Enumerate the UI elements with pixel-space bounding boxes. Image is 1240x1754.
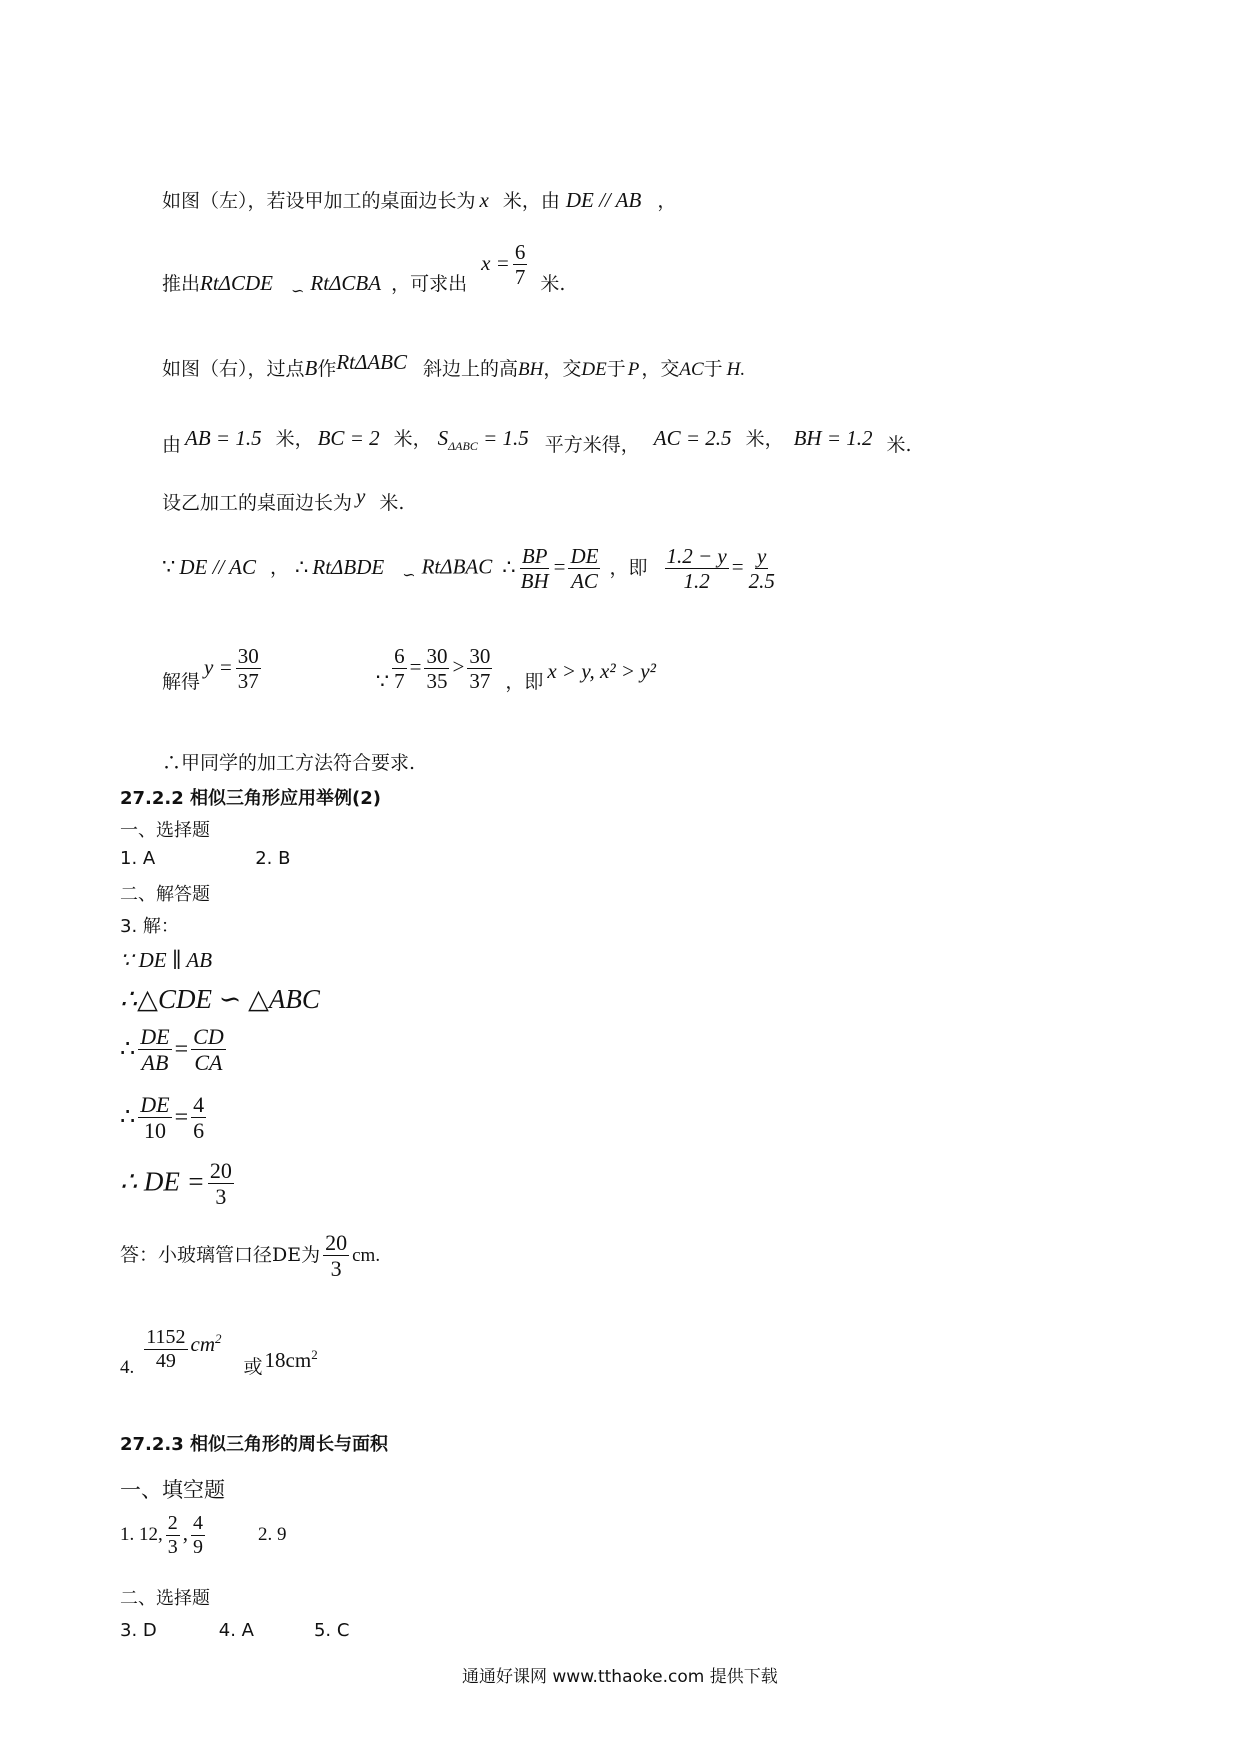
question-number: 4. (120, 1356, 135, 1378)
math-segment: DE (581, 359, 607, 380)
equals: = (174, 1104, 189, 1131)
numerator: BP (521, 544, 548, 568)
text: ， (270, 556, 290, 579)
unit: cm. (352, 1244, 381, 1266)
denominator: BH (520, 569, 549, 594)
text: 推出 (162, 272, 201, 295)
denominator: 3 (215, 1184, 227, 1210)
denominator: 10 (143, 1118, 166, 1144)
math-relation: DE // AB (565, 188, 642, 212)
greater-than: > (452, 654, 465, 679)
math-y: y (356, 484, 366, 508)
section-heading-27-2-3: 27.2.3 相似三角形的周长与面积 (120, 1434, 389, 1455)
fraction (236, 644, 261, 693)
because-symbol: ∵ (162, 554, 176, 579)
fraction (144, 1326, 187, 1373)
text: ，交 (641, 358, 680, 380)
fraction (323, 1230, 349, 1282)
numerator: 4 (193, 1512, 203, 1534)
question-4 (120, 1326, 318, 1378)
comma: , (182, 1521, 188, 1545)
math-equation: BC = 2 (317, 426, 380, 450)
text: 解得 (162, 670, 201, 693)
line-6 (162, 544, 780, 593)
superscript: 2 (215, 1330, 222, 1346)
numerator: 6 (514, 240, 526, 264)
text: ， (657, 190, 677, 212)
therefore-symbol: ∴ (502, 554, 516, 579)
math-lhs: y = (204, 654, 233, 679)
numerator: CD (193, 1024, 224, 1049)
answer-text: 2. B (255, 848, 291, 869)
denominator: CA (194, 1050, 223, 1076)
numerator: 20 (209, 1158, 232, 1183)
line-4 (162, 424, 912, 454)
similar-symbol: ∽ (402, 566, 416, 584)
numerator: 20 (325, 1230, 348, 1255)
step-5 (120, 1158, 237, 1210)
fraction (665, 544, 729, 593)
denominator: AB (141, 1050, 169, 1076)
math-area (437, 426, 529, 454)
therefore-symbol: ∴ (295, 554, 309, 579)
because-symbol: ∵ (375, 668, 390, 693)
denominator: 3 (167, 1536, 178, 1558)
text: 米. (540, 272, 566, 295)
math-x: x (479, 188, 489, 212)
math-relation: DE // AC (179, 554, 256, 579)
similar-symbol: ∽ (291, 282, 305, 300)
numerator: 30 (469, 644, 491, 668)
math-segment: AC (679, 359, 704, 380)
math-triangle: RtΔABC (336, 350, 408, 374)
denominator: 37 (469, 669, 491, 694)
subsection-solution: 二、解答题 (120, 884, 210, 905)
text: ，即 (609, 556, 648, 579)
line-2 (162, 240, 566, 300)
step-1: ∵ DE ∥ AB (120, 948, 213, 972)
fraction (138, 1092, 171, 1144)
area-subscript: ΔABC (448, 439, 478, 454)
math-inequality: x > y, x² > y² (547, 658, 656, 683)
denominator: 35 (426, 669, 448, 694)
math-triangle: RtΔCDE (200, 270, 274, 295)
text: 设乙加工的桌面边长为 (162, 492, 353, 514)
text: 平方米得， (544, 434, 640, 456)
text: 答：小玻璃管口径DE为 (120, 1243, 321, 1266)
line-5 (162, 484, 405, 515)
subsection-fill: 一、填空题 (120, 1478, 225, 1502)
equals: = (409, 654, 422, 679)
equals: = (553, 554, 566, 579)
line-1 (162, 186, 676, 213)
text: ∴甲同学的加工方法符合要求. (162, 752, 416, 774)
answer-text: 2. 9 (258, 1524, 287, 1545)
question-3: 3. 解： (120, 916, 179, 937)
text: 米， (393, 428, 432, 450)
math-triangle: RtΔBDE (312, 554, 385, 579)
denominator: AC (571, 569, 598, 594)
text: 作 (317, 358, 337, 380)
denominator: 37 (237, 669, 259, 694)
fraction (424, 644, 449, 693)
numerator: 30 (237, 644, 259, 668)
superscript: 2 (311, 1346, 318, 1362)
math-point: P (627, 359, 640, 380)
text: 由 (162, 434, 182, 456)
denominator: 6 (193, 1118, 205, 1144)
line-7 (162, 644, 656, 693)
text: 米. (886, 434, 912, 456)
numerator: 2 (167, 1512, 178, 1534)
math-point: H. (726, 359, 746, 380)
numerator: DE (140, 1092, 170, 1117)
text: 米， (745, 428, 784, 450)
fraction (191, 1024, 226, 1076)
fraction (747, 544, 777, 593)
therefore-symbol: ∴ (120, 1104, 136, 1131)
fraction (513, 240, 528, 289)
numerator: 1152 (146, 1326, 186, 1348)
denominator: 9 (193, 1536, 203, 1558)
answer-text: 3. D (120, 1620, 157, 1641)
denominator: 3 (330, 1256, 342, 1282)
text: 如图（右），过点 (162, 358, 305, 380)
line-3 (162, 350, 746, 381)
equals: = (174, 1036, 189, 1063)
subsection-choice: 一、选择题 (120, 820, 210, 841)
equals: = (731, 554, 744, 579)
fraction (519, 544, 551, 593)
therefore-symbol: ∴ (120, 1036, 136, 1063)
math-equation: BH = 1.2 (793, 426, 873, 450)
alt-answer (265, 1348, 318, 1372)
fraction (191, 1092, 206, 1144)
denominator: 49 (155, 1350, 176, 1372)
math-point: B (304, 356, 318, 380)
area-value: = 1.5 (483, 426, 529, 450)
denominator: 1.2 (683, 569, 710, 594)
text: ，可求出 (391, 272, 468, 295)
math-lhs: x = (481, 250, 510, 275)
math-segment: BH (518, 359, 544, 380)
answer-text: 4. A (218, 1620, 254, 1641)
numerator: 6 (394, 644, 405, 668)
math-lhs: ∴ DE = (120, 1166, 205, 1197)
footer: 通通好课网 www.tthaoke.com 提供下载 (462, 1667, 778, 1687)
section-heading-27-2-2: 27.2.2 相似三角形应用举例(2) (120, 788, 382, 809)
numerator: y (757, 544, 767, 568)
numerator: 4 (193, 1092, 205, 1117)
text: ，即 (505, 670, 544, 693)
fraction (467, 644, 492, 693)
numerator: DE (570, 544, 599, 568)
denominator: 2.5 (748, 569, 775, 594)
text: ，交 (543, 358, 582, 380)
math-equation: AB = 1.5 (185, 426, 262, 450)
fraction (166, 1512, 180, 1559)
answer-text: 1. A (120, 848, 156, 869)
line-8 (162, 748, 415, 775)
answer-text: 5. C (313, 1620, 350, 1641)
step-3 (120, 1024, 229, 1076)
numerator: 1.2 − y (666, 544, 727, 568)
answer-fill-line (120, 1512, 287, 1559)
text: 斜边上的高 (423, 358, 519, 380)
text: 或 (243, 1355, 263, 1378)
area-symbol: S (437, 426, 449, 450)
answer-1 (120, 848, 290, 869)
text: 于 (703, 358, 723, 380)
math-triangle: RtΔBAC (421, 554, 493, 579)
denominator: 7 (394, 669, 405, 694)
numerator: 30 (426, 644, 448, 668)
fraction (392, 644, 407, 693)
text: 如图（左），若设甲加工的桌面边长为 (162, 190, 476, 212)
fraction (208, 1158, 234, 1210)
step-4 (120, 1092, 209, 1144)
text: 米，由 (502, 190, 560, 212)
alt-answer-text: 18cm (264, 1347, 312, 1372)
subsection-choice-2: 二、选择题 (120, 1588, 210, 1609)
denominator: 7 (514, 265, 526, 290)
fraction (568, 544, 600, 593)
fraction (191, 1512, 205, 1559)
math-equation: AC = 2.5 (653, 426, 732, 450)
answer-choice-line (120, 1620, 349, 1641)
step-2: ∴△CDE ∽ △ABC (120, 984, 320, 1014)
text: 米， (275, 428, 314, 450)
answer-text: 1. 12, (120, 1524, 163, 1545)
numerator: DE (140, 1024, 170, 1049)
fraction (138, 1024, 171, 1076)
answer-line (120, 1230, 380, 1282)
text: 米. (379, 492, 405, 514)
unit-cm2 (191, 1332, 222, 1356)
text: 于 (606, 358, 626, 380)
unit-text: cm (190, 1331, 216, 1356)
math-triangle: RtΔCBA (310, 270, 382, 295)
